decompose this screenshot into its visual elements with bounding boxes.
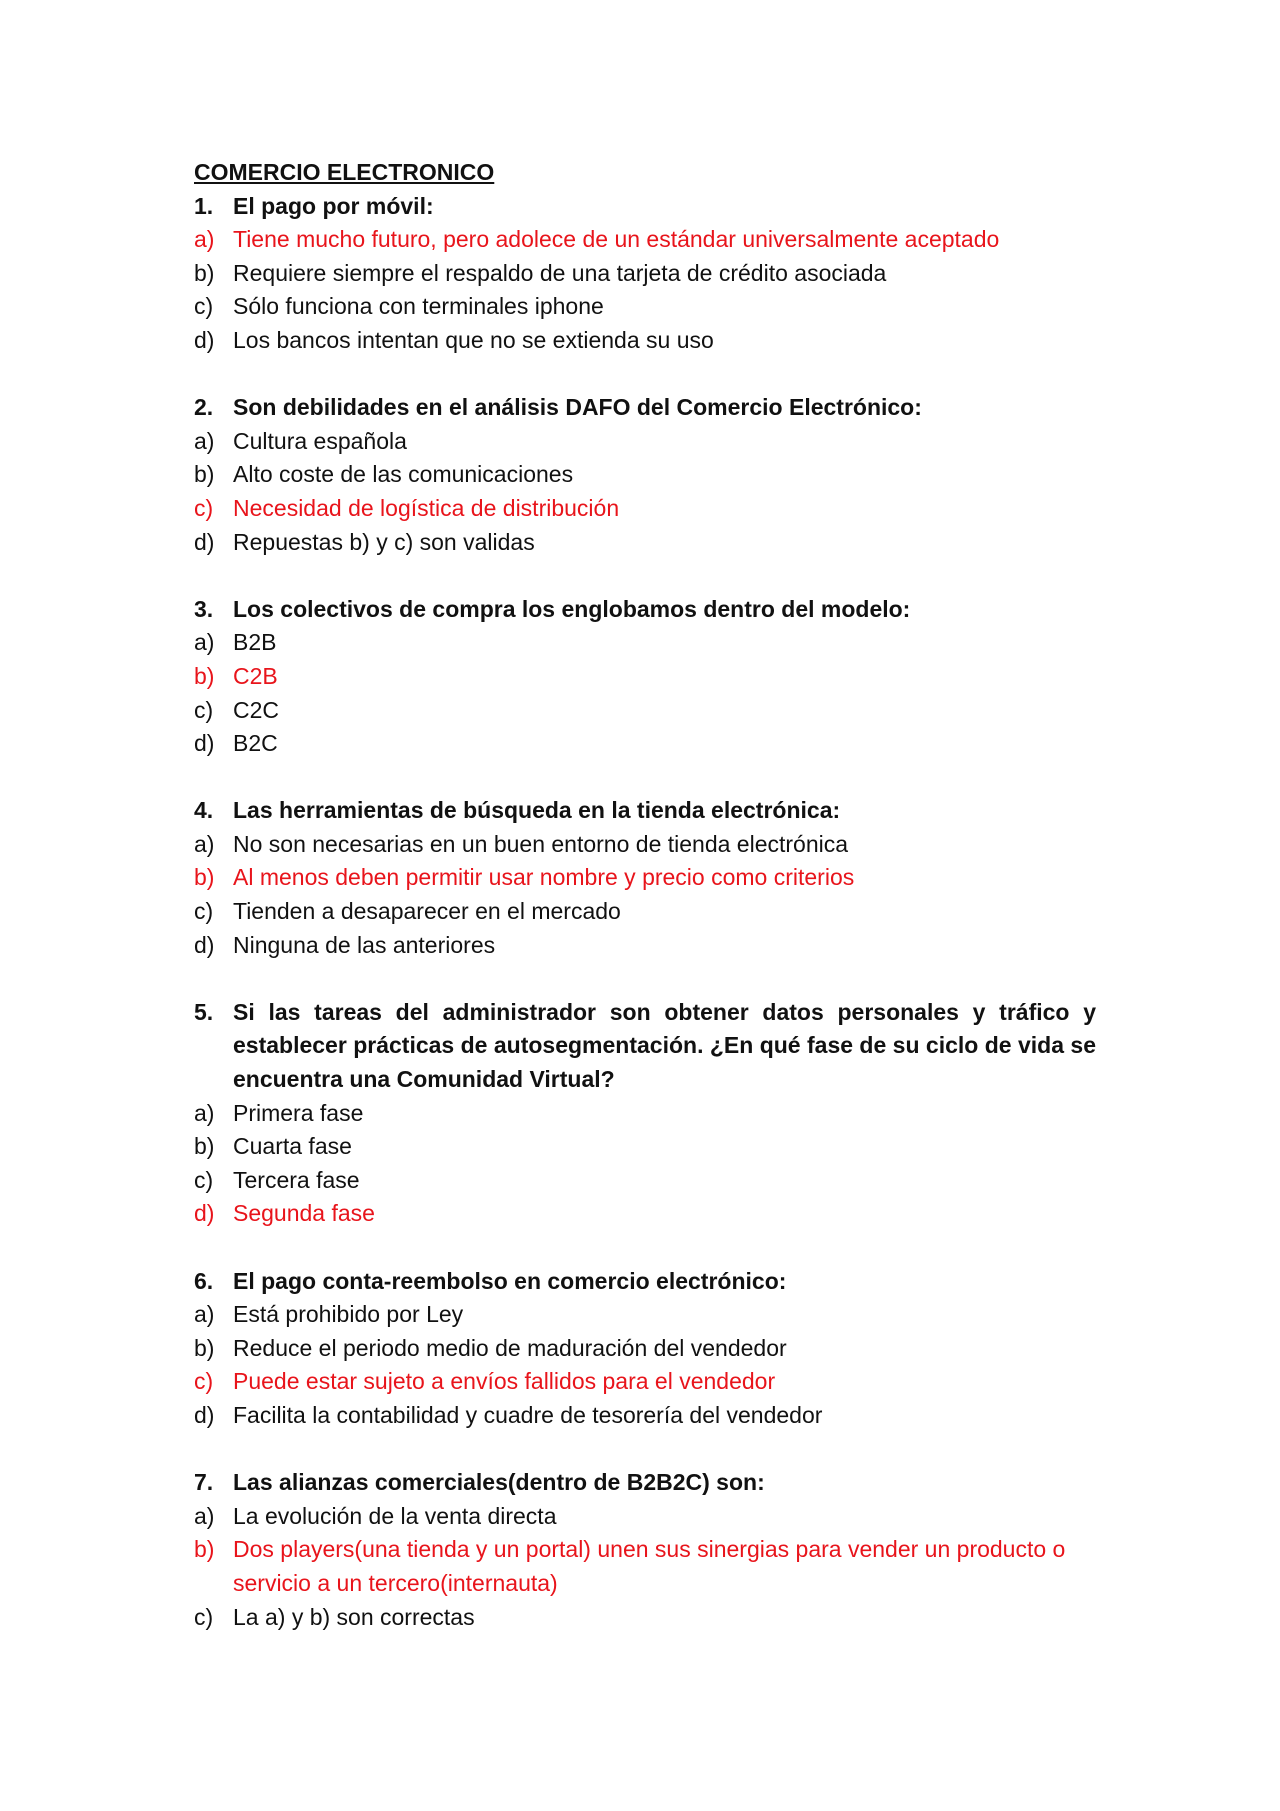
question-text: Las alianzas comerciales(dentro de B2B2C) son: <box>233 1469 765 1496</box>
question-row <box>194 1466 1096 1500</box>
option-text: Repuestas b) y c) son validas <box>233 528 535 555</box>
page-title: COMERCIO ELECTRONICO <box>194 159 495 185</box>
question-number: 7. <box>194 1469 214 1496</box>
option-letter: c) <box>194 1603 214 1630</box>
option-text: Requiere siempre el respaldo de una tarjeta de crédito asociada <box>233 259 887 286</box>
document-page <box>194 156 1096 1634</box>
option-text: Necesidad de logística de distribución <box>233 494 620 521</box>
option-text: Está prohibido por Ley <box>233 1301 464 1328</box>
answer-option <box>194 1332 1096 1366</box>
option-letter: a) <box>194 226 215 253</box>
option-letter: a) <box>194 629 215 656</box>
question-list <box>194 190 1096 1635</box>
option-letter: c) <box>194 898 214 925</box>
option-letter: d) <box>194 1200 215 1227</box>
option-text: Sólo funciona con terminales iphone <box>233 293 604 320</box>
answer-option <box>194 895 1096 929</box>
option-letter: b) <box>194 461 215 488</box>
answer-option <box>194 1500 1096 1534</box>
option-letter: a) <box>194 1301 215 1328</box>
question-text: Son debilidades en el análisis DAFO del Comercio Electrónico: <box>233 394 922 421</box>
answer-option-correct <box>194 1365 1096 1399</box>
option-text: B2B <box>233 629 277 656</box>
question-number: 6. <box>194 1267 214 1294</box>
question-row <box>194 593 1096 627</box>
question-block <box>194 593 1096 761</box>
question-number: 4. <box>194 797 214 824</box>
option-letter: d) <box>194 1401 215 1428</box>
option-letter: a) <box>194 1099 215 1126</box>
option-letter: a) <box>194 427 215 454</box>
option-text: Facilita la contabilidad y cuadre de tesorería del vendedor <box>233 1401 823 1428</box>
answer-option <box>194 1164 1096 1198</box>
option-text: No son necesarias en un buen entorno de tienda electrónica <box>233 830 849 857</box>
question-block <box>194 996 1096 1231</box>
question-row <box>194 391 1096 425</box>
answer-option-correct <box>194 1533 1096 1600</box>
option-text: Tercera fase <box>233 1166 360 1193</box>
option-text: Al menos deben permitir usar nombre y precio como criterios <box>233 864 855 891</box>
question-text: Si las tareas del administrador son obtener datos personales y tráfico y establecer prácticas de autosegmentación. ¿En qué fase de su ciclo de vida se encuentra una Comunidad Virtual? <box>233 998 1096 1093</box>
question-text: El pago por móvil: <box>233 192 434 219</box>
option-text: Ninguna de las anteriores <box>233 931 496 958</box>
option-letter: d) <box>194 528 215 555</box>
answer-option <box>194 425 1096 459</box>
answer-option-correct <box>194 1197 1096 1231</box>
option-letter: a) <box>194 1502 215 1529</box>
option-text: Alto coste de las comunicaciones <box>233 461 574 488</box>
question-text: Las herramientas de búsqueda en la tienda electrónica: <box>233 797 841 824</box>
answer-option <box>194 1130 1096 1164</box>
question-block <box>194 190 1096 358</box>
option-text: B2C <box>233 730 278 757</box>
answer-option <box>194 694 1096 728</box>
option-letter: c) <box>194 1166 214 1193</box>
answer-option-correct <box>194 492 1096 526</box>
question-block <box>194 794 1096 962</box>
question-number: 5. <box>194 998 214 1025</box>
option-letter: c) <box>194 696 214 723</box>
option-letter: b) <box>194 1536 215 1563</box>
option-letter: d) <box>194 931 215 958</box>
answer-option <box>194 458 1096 492</box>
question-row <box>194 996 1096 1097</box>
answer-option <box>194 1298 1096 1332</box>
option-text: Reduce el periodo medio de maduración del vendedor <box>233 1334 787 1361</box>
question-row <box>194 190 1096 224</box>
option-letter: c) <box>194 1368 214 1395</box>
option-letter: b) <box>194 1334 215 1361</box>
answer-option <box>194 929 1096 963</box>
question-text: Los colectivos de compra los englobamos dentro del modelo: <box>233 595 911 622</box>
option-text: Segunda fase <box>233 1200 375 1227</box>
option-letter: b) <box>194 662 215 689</box>
option-letter: b) <box>194 259 215 286</box>
answer-option <box>194 1097 1096 1131</box>
answer-option <box>194 626 1096 660</box>
answer-option <box>194 526 1096 560</box>
option-text: C2C <box>233 696 280 723</box>
question-block <box>194 391 1096 559</box>
answer-option <box>194 1399 1096 1433</box>
option-letter: d) <box>194 326 215 353</box>
answer-option <box>194 290 1096 324</box>
option-text: La evolución de la venta directa <box>233 1502 557 1529</box>
option-text: La a) y b) son correctas <box>233 1603 475 1630</box>
question-block <box>194 1265 1096 1433</box>
answer-option <box>194 324 1096 358</box>
answer-option-correct <box>194 660 1096 694</box>
answer-option-correct <box>194 861 1096 895</box>
question-number: 3. <box>194 595 214 622</box>
question-number: 2. <box>194 394 214 421</box>
option-text: Cuarta fase <box>233 1133 352 1160</box>
option-text: Tiene mucho futuro, pero adolece de un estándar universalmente aceptado <box>233 226 1000 253</box>
answer-option <box>194 257 1096 291</box>
answer-option <box>194 727 1096 761</box>
option-letter: a) <box>194 830 215 857</box>
option-letter: d) <box>194 730 215 757</box>
answer-option-correct <box>194 223 1096 257</box>
option-text: Dos players(una tienda y un portal) unen sus sinergias para vender un producto o servicio a un tercero(internauta) <box>233 1536 1066 1596</box>
option-letter: b) <box>194 864 215 891</box>
option-letter: c) <box>194 293 214 320</box>
answer-option <box>194 828 1096 862</box>
question-row <box>194 1265 1096 1299</box>
answer-option <box>194 1601 1096 1635</box>
option-letter: b) <box>194 1133 215 1160</box>
option-text: Cultura española <box>233 427 407 454</box>
option-text: Los bancos intentan que no se extienda su uso <box>233 326 714 353</box>
question-block <box>194 1466 1096 1634</box>
option-text: Primera fase <box>233 1099 364 1126</box>
option-text: Puede estar sujeto a envíos fallidos para el vendedor <box>233 1368 776 1395</box>
question-number: 1. <box>194 192 214 219</box>
question-row <box>194 794 1096 828</box>
question-text: El pago conta-reembolso en comercio electrónico: <box>233 1267 787 1294</box>
option-text: Tienden a desaparecer en el mercado <box>233 898 621 925</box>
option-letter: c) <box>194 494 214 521</box>
option-text: C2B <box>233 662 278 689</box>
